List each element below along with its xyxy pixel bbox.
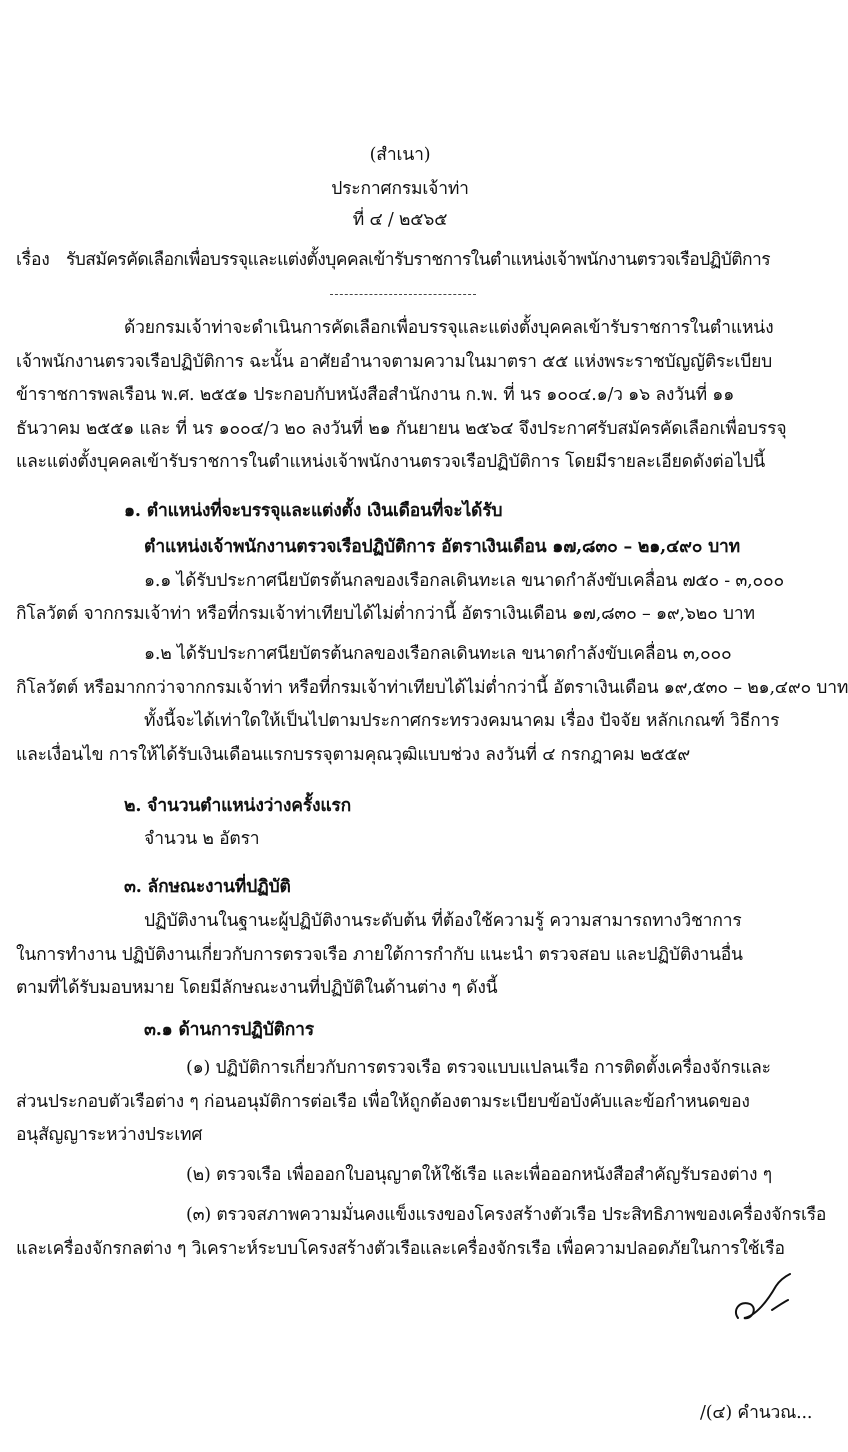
section-3-1-heading: ๓.๑ ด้านการปฏิบัติการ — [144, 1020, 314, 1040]
duty-1-line: ส่วนประกอบตัวเรือต่าง ๆ ก่อนอนุมัติการต่อเรือ เพื่อให้ถูกต้องตามระเบียบข้อบังคับและข้อกำหนดของ — [16, 1092, 750, 1112]
announcement-number: ที่ ๔ / ๒๕๖๕ — [352, 210, 448, 230]
position-salary: ตำแหน่งเจ้าพนักงานตรวจเรือปฏิบัติการ อัตราเงินเดือน ๑๗,๘๓๐ – ๒๑,๔๙๐ บาท — [144, 537, 740, 557]
copy-mark: (สำเนา) — [369, 145, 431, 165]
section-3-body-line: ปฏิบัติงานในฐานะผู้ปฏิบัติงานระดับต้น ที่ต้องใช้ความรู้ ความสามารถทางวิชาการ — [144, 911, 742, 931]
item-1-2-line: ๑.๒ ได้รับประกาศนียบัตรต้นกลของเรือกลเดินทะเล ขนาดกำลังขับเคลื่อน ๓,๐๐๐ — [144, 644, 732, 664]
divider-line — [330, 294, 476, 295]
duty-3-line: (๓) ตรวจสภาพความมั่นคงแข็งแรงของโครงสร้างตัวเรือ ประสิทธิภาพของเครื่องจักรเรือ — [186, 1205, 827, 1225]
intro-line: ข้าราชการพลเรือน พ.ศ. ๒๕๕๑ ประกอบกับหนังสือสำนักงาน ก.พ. ที่ นร ๑๐๐๔.๑/ว ๑๖ ลงวันที่ ๑๑ — [16, 385, 735, 405]
note-line: ทั้งนี้จะได้เท่าใดให้เป็นไปตามประกาศกระทรวงคมนาคม เรื่อง ปัจจัย หลักเกณฑ์ วิธีการ — [144, 711, 780, 731]
item-1-2-line: กิโลวัตต์ หรือมากกว่าจากกรมเจ้าท่า หรือที่กรมเจ้าท่าเทียบได้ไม่ต่ำกว่านี้ อัตราเงินเดือน ๑๙,๕๓๐ – ๒๑,๔๙๐ บาท — [16, 678, 848, 698]
section-3-heading: ๓. ลักษณะงานที่ปฏิบัติ — [124, 877, 291, 897]
section-3-body-line: ตามที่ได้รับมอบหมาย โดยมีลักษณะงานที่ปฏิบัติในด้านต่าง ๆ ดังนี้ — [16, 978, 498, 998]
announcement-title: ประกาศกรมเจ้าท่า — [331, 179, 469, 199]
intro-line: ด้วยกรมเจ้าท่าจะดำเนินการคัดเลือกเพื่อบรรจุและแต่งตั้งบุคคลเข้ารับราชการในตำแหน่ง — [124, 318, 774, 338]
subject-text: รับสมัครคัดเลือกเพื่อบรรจุและแต่งตั้งบุคคลเข้ารับราชการในตำแหน่งเจ้าพนักงานตรวจเรือปฏิบัติการ — [66, 250, 771, 270]
duty-1-line: อนุสัญญาระหว่างประเทศ — [16, 1125, 203, 1145]
section-2-heading: ๒. จำนวนตำแหน่งว่างครั้งแรก — [124, 796, 351, 816]
intro-line: ธันวาคม ๒๕๕๑ และ ที่ นร ๑๐๐๔/ว ๒๐ ลงวันที่ ๒๑ กันยายน ๒๕๖๔ จึงประกาศรับสมัครคัดเลือกเพื่อบรรจุ — [16, 419, 787, 439]
continued-marker: /(๔) คำนวณ... — [700, 1403, 813, 1423]
vacancy-count: จำนวน ๒ อัตรา — [144, 829, 260, 849]
item-1-1-line: ๑.๑ ได้รับประกาศนียบัตรต้นกลของเรือกลเดินทะเล ขนาดกำลังขับเคลื่อน ๗๕๐ - ๓,๐๐๐ — [144, 571, 784, 591]
subject-label: เรื่อง — [16, 250, 50, 270]
intro-line: และแต่งตั้งบุคคลเข้ารับราชการในตำแหน่งเจ้าพนักงานตรวจเรือปฏิบัติการ โดยมีรายละเอียดดังต่อไปนี้ — [16, 452, 766, 472]
item-1-1-line: กิโลวัตต์ จากกรมเจ้าท่า หรือที่กรมเจ้าท่าเทียบได้ไม่ต่ำกว่านี้ อัตราเงินเดือน ๑๗,๘๓๐ – ๑๙,๖๒๐ บาท — [16, 604, 755, 624]
duty-2-line: (๒) ตรวจเรือ เพื่อออกใบอนุญาตให้ใช้เรือ และเพื่อออกหนังสือสำคัญรับรองต่าง ๆ — [186, 1165, 772, 1185]
intro-line: เจ้าพนักงานตรวจเรือปฏิบัติการ ฉะนั้น อาศัยอำนาจตามความในมาตรา ๕๕ แห่งพระราชบัญญัติระเบียบ — [16, 352, 773, 372]
duty-1-line: (๑) ปฏิบัติการเกี่ยวกับการตรวจเรือ ตรวจแบบแปลนเรือ การติดตั้งเครื่องจักรและ — [186, 1058, 771, 1078]
section-3-body-line: ในการทำงาน ปฏิบัติงานเกี่ยวกับการตรวจเรือ ภายใต้การกำกับ แนะนำ ตรวจสอบ และปฏิบัติงานอื่น — [16, 945, 743, 965]
note-line: และเงื่อนไข การให้ได้รับเงินเดือนแรกบรรจุตามคุณวุฒิแบบช่วง ลงวันที่ ๔ กรกฎาคม ๒๕๕๙ — [16, 745, 691, 765]
section-1-heading: ๑. ตำแหน่งที่จะบรรจุและแต่งตั้ง เงินเดือนที่จะได้รับ — [124, 501, 503, 521]
signature-mark — [728, 1270, 798, 1330]
duty-3-line: และเครื่องจักรกลต่าง ๆ วิเคราะห์ระบบโครงสร้างตัวเรือและเครื่องจักรเรือ เพื่อความปลอดภัยในการใช้เรือ — [16, 1239, 785, 1259]
